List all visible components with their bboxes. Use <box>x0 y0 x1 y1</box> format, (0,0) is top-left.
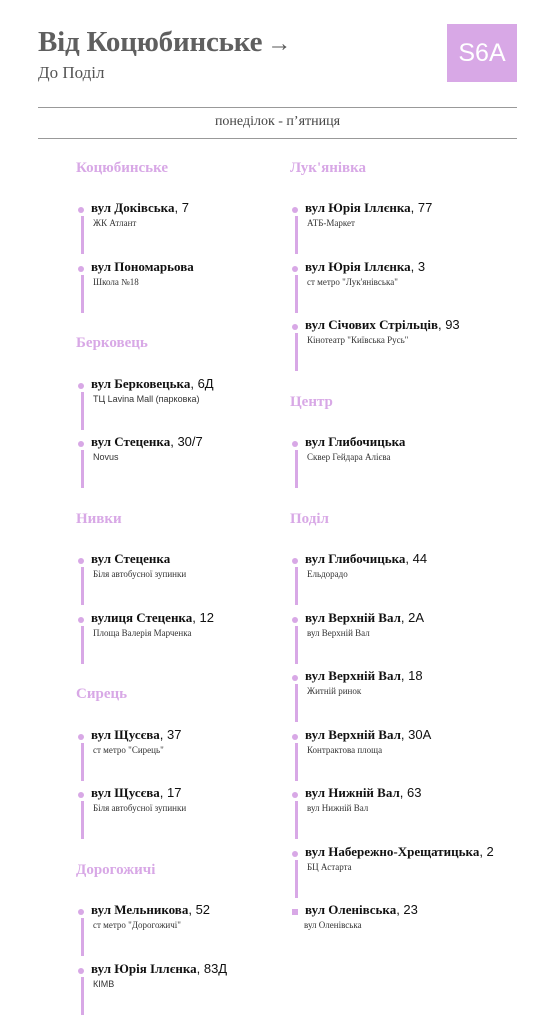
stop-line <box>295 450 298 488</box>
stop-street: вулиця Стеценка <box>91 610 193 625</box>
stop-name <box>91 902 210 918</box>
stop-street: вул Пономарьова <box>91 259 194 274</box>
schedule-days: понеділок - п’ятниця <box>214 114 341 129</box>
stop-name <box>91 259 194 275</box>
stop-number: , 83Д <box>196 961 228 976</box>
stop-note: ст метро "Лук'янівська" <box>307 277 398 287</box>
stop-dot-icon <box>78 266 84 272</box>
stop-line <box>81 801 84 839</box>
stop-name <box>91 434 203 450</box>
stop-dot-icon <box>78 441 84 447</box>
stop-name <box>305 200 432 216</box>
stop-note: Біля автобусної зупинки <box>93 803 187 813</box>
stop-dot-icon <box>78 383 84 389</box>
stop-name <box>305 259 425 275</box>
stop-note: Кінотеатр "Київська Русь" <box>307 335 409 345</box>
stop-number: , 30А <box>400 727 432 742</box>
stop-item <box>76 961 281 1015</box>
stop-note: вул Нижній Вал <box>307 803 369 813</box>
stop-line <box>81 918 84 956</box>
stop-line <box>295 626 298 664</box>
stop-item <box>76 610 281 664</box>
district-heading: Берковець <box>76 335 148 351</box>
stop-street: вул Щусєва <box>91 785 160 800</box>
stop-note: БЦ Астарта <box>307 862 352 872</box>
stop-item <box>76 434 281 488</box>
stop-dot-icon <box>78 734 84 740</box>
stop-name <box>305 902 418 918</box>
stop-note: ст метро "Сирець" <box>93 745 164 755</box>
page-title <box>38 26 291 59</box>
stop-note: вул Верхній Вал <box>307 628 370 638</box>
stop-dot-icon <box>292 851 298 857</box>
stop-line <box>81 450 84 488</box>
stop-dot-icon <box>292 266 298 272</box>
stop-note: АТБ-Маркет <box>307 218 355 228</box>
stop-line <box>295 801 298 839</box>
stop-dot-icon <box>78 558 84 564</box>
stop-line <box>295 567 298 605</box>
district-heading: Лук'янівка <box>290 160 367 176</box>
stop-line <box>81 216 84 254</box>
stop-number: , 30/7 <box>170 434 203 449</box>
stop-number: , 63 <box>399 785 422 800</box>
stop-note: Сквер Гейдара Алієва <box>307 452 391 462</box>
stop-item <box>76 727 281 781</box>
stop-street: вул Оленівська <box>305 902 397 917</box>
stop-dot-icon <box>292 207 298 213</box>
stop-line <box>295 860 298 898</box>
stop-note: Біля автобусної зупинки <box>93 569 187 579</box>
stop-note: Школа №18 <box>93 277 139 287</box>
stop-street: вул Юрія Іллєнка <box>305 200 411 215</box>
stop-street: вул Верхній Вал <box>305 668 401 683</box>
stop-item <box>76 551 281 605</box>
stop-street: вул Мельникова <box>91 902 189 917</box>
stop-item <box>76 200 281 254</box>
stop-dot-icon <box>292 558 298 564</box>
divider-bottom <box>38 138 517 139</box>
stop-number: , 93 <box>437 317 460 332</box>
title-text: Від Коцюбинське <box>38 26 263 58</box>
stop-line <box>295 333 298 371</box>
stop-street: вул Верхній Вал <box>305 727 401 742</box>
stop-note: КІМВ <box>93 979 115 989</box>
stop-street: вул Доківська <box>91 200 175 215</box>
stop-name <box>91 727 181 743</box>
district-heading: Центр <box>290 394 333 410</box>
district-heading: Сирець <box>76 686 128 702</box>
stop-dot-icon <box>78 909 84 915</box>
stop-name <box>305 551 427 567</box>
stop-line <box>81 626 84 664</box>
stop-number: , 12 <box>192 610 214 625</box>
stop-item <box>290 844 495 898</box>
arrow-right-icon: → <box>267 31 292 57</box>
stop-street: вул Юрія Іллєнка <box>91 961 197 976</box>
stop-street: вул Юрія Іллєнка <box>305 259 411 274</box>
stop-note: Житній ринок <box>307 686 362 696</box>
stop-item <box>290 317 495 371</box>
stop-name <box>91 785 181 801</box>
stop-note: Площа Валерія Марченка <box>93 628 192 638</box>
stop-item <box>76 259 281 313</box>
stop-dot-icon <box>292 792 298 798</box>
stop-name <box>91 376 214 392</box>
stop-note: Контрактова площа <box>307 745 383 755</box>
stop-note: вул Оленівська <box>304 920 362 930</box>
stop-dot-icon <box>292 675 298 681</box>
stop-line <box>295 275 298 313</box>
stop-dot-icon <box>292 617 298 623</box>
stop-street: вул Січових Стрільців <box>305 317 438 332</box>
stop-number: , 17 <box>159 785 182 800</box>
stop-number: , 77 <box>410 200 433 215</box>
stop-dot-icon <box>78 792 84 798</box>
stop-line <box>295 216 298 254</box>
stop-item <box>290 610 495 664</box>
stop-number: , 3 <box>410 259 426 274</box>
stop-street: вул Глибочицька <box>305 434 406 449</box>
district-heading: Поділ <box>290 511 329 527</box>
stop-number: , 23 <box>396 902 418 917</box>
district-heading: Коцюбинське <box>76 160 169 176</box>
stop-item <box>290 551 495 605</box>
stop-note: Novus <box>93 452 119 462</box>
stop-name <box>305 317 460 333</box>
stop-name <box>305 434 405 450</box>
stop-line <box>295 743 298 781</box>
stop-item <box>290 727 495 781</box>
stop-street: вул Щусєва <box>91 727 160 742</box>
stop-dot-icon <box>78 968 84 974</box>
stop-name <box>305 844 494 860</box>
stop-name <box>305 610 424 626</box>
stop-street: вул Стеценка <box>91 434 171 449</box>
stop-line <box>81 977 84 1015</box>
stop-number: , 2А <box>400 610 425 625</box>
district-heading: Нивки <box>76 511 122 527</box>
stop-item <box>290 259 495 313</box>
stop-line <box>81 743 84 781</box>
stop-street: вул Берковецька <box>91 376 191 391</box>
stop-street: вул Верхній Вал <box>305 610 401 625</box>
stop-line <box>295 684 298 722</box>
stop-name <box>305 785 421 801</box>
stop-number: , 2 <box>479 844 494 859</box>
stop-item <box>76 785 281 839</box>
stop-note: ТЦ Lavina Mall (парковка) <box>93 394 200 404</box>
stop-number: , 6Д <box>190 376 214 391</box>
stop-street: вул Глибочицька <box>305 551 406 566</box>
stop-line <box>81 567 84 605</box>
stop-line <box>81 392 84 430</box>
stop-number: , 37 <box>159 727 182 742</box>
stop-dot-icon <box>292 441 298 447</box>
stop-item <box>290 668 495 722</box>
stop-number: , 44 <box>405 551 428 566</box>
stop-name <box>305 727 431 743</box>
stop-note: ст метро "Дорогожичі" <box>93 920 181 930</box>
stop-item <box>290 785 495 839</box>
stop-dot-icon <box>292 734 298 740</box>
stop-street: вул Стеценка <box>91 551 171 566</box>
stop-name <box>91 551 170 567</box>
stop-name <box>91 610 214 626</box>
page-subtitle: До Поділ <box>38 63 105 82</box>
stop-note: Ельдорадо <box>307 569 348 579</box>
stop-dot-icon <box>78 617 84 623</box>
stop-item <box>290 434 495 488</box>
stop-item <box>76 902 281 956</box>
stop-note: ЖК Атлант <box>93 218 137 228</box>
stop-number: , 7 <box>174 200 189 215</box>
stop-street: вул Набережно-Хрещатицька <box>305 844 480 859</box>
stop-item <box>290 200 495 254</box>
stop-number: , 52 <box>188 902 211 917</box>
stop-item <box>76 376 281 430</box>
stop-dot-icon <box>292 324 298 330</box>
route-badge: S6A <box>447 24 517 82</box>
stop-street: вул Нижній Вал <box>305 785 400 800</box>
stop-dot-icon <box>78 207 84 213</box>
final-stop-square-icon <box>292 909 298 915</box>
stop-number: , 18 <box>400 668 423 683</box>
district-heading: Дорогожичі <box>76 862 156 878</box>
stop-item-final <box>290 902 495 956</box>
stop-name <box>305 668 423 684</box>
stop-name <box>91 200 189 216</box>
stop-name <box>91 961 227 977</box>
stop-line <box>81 275 84 313</box>
divider-top <box>38 107 517 108</box>
